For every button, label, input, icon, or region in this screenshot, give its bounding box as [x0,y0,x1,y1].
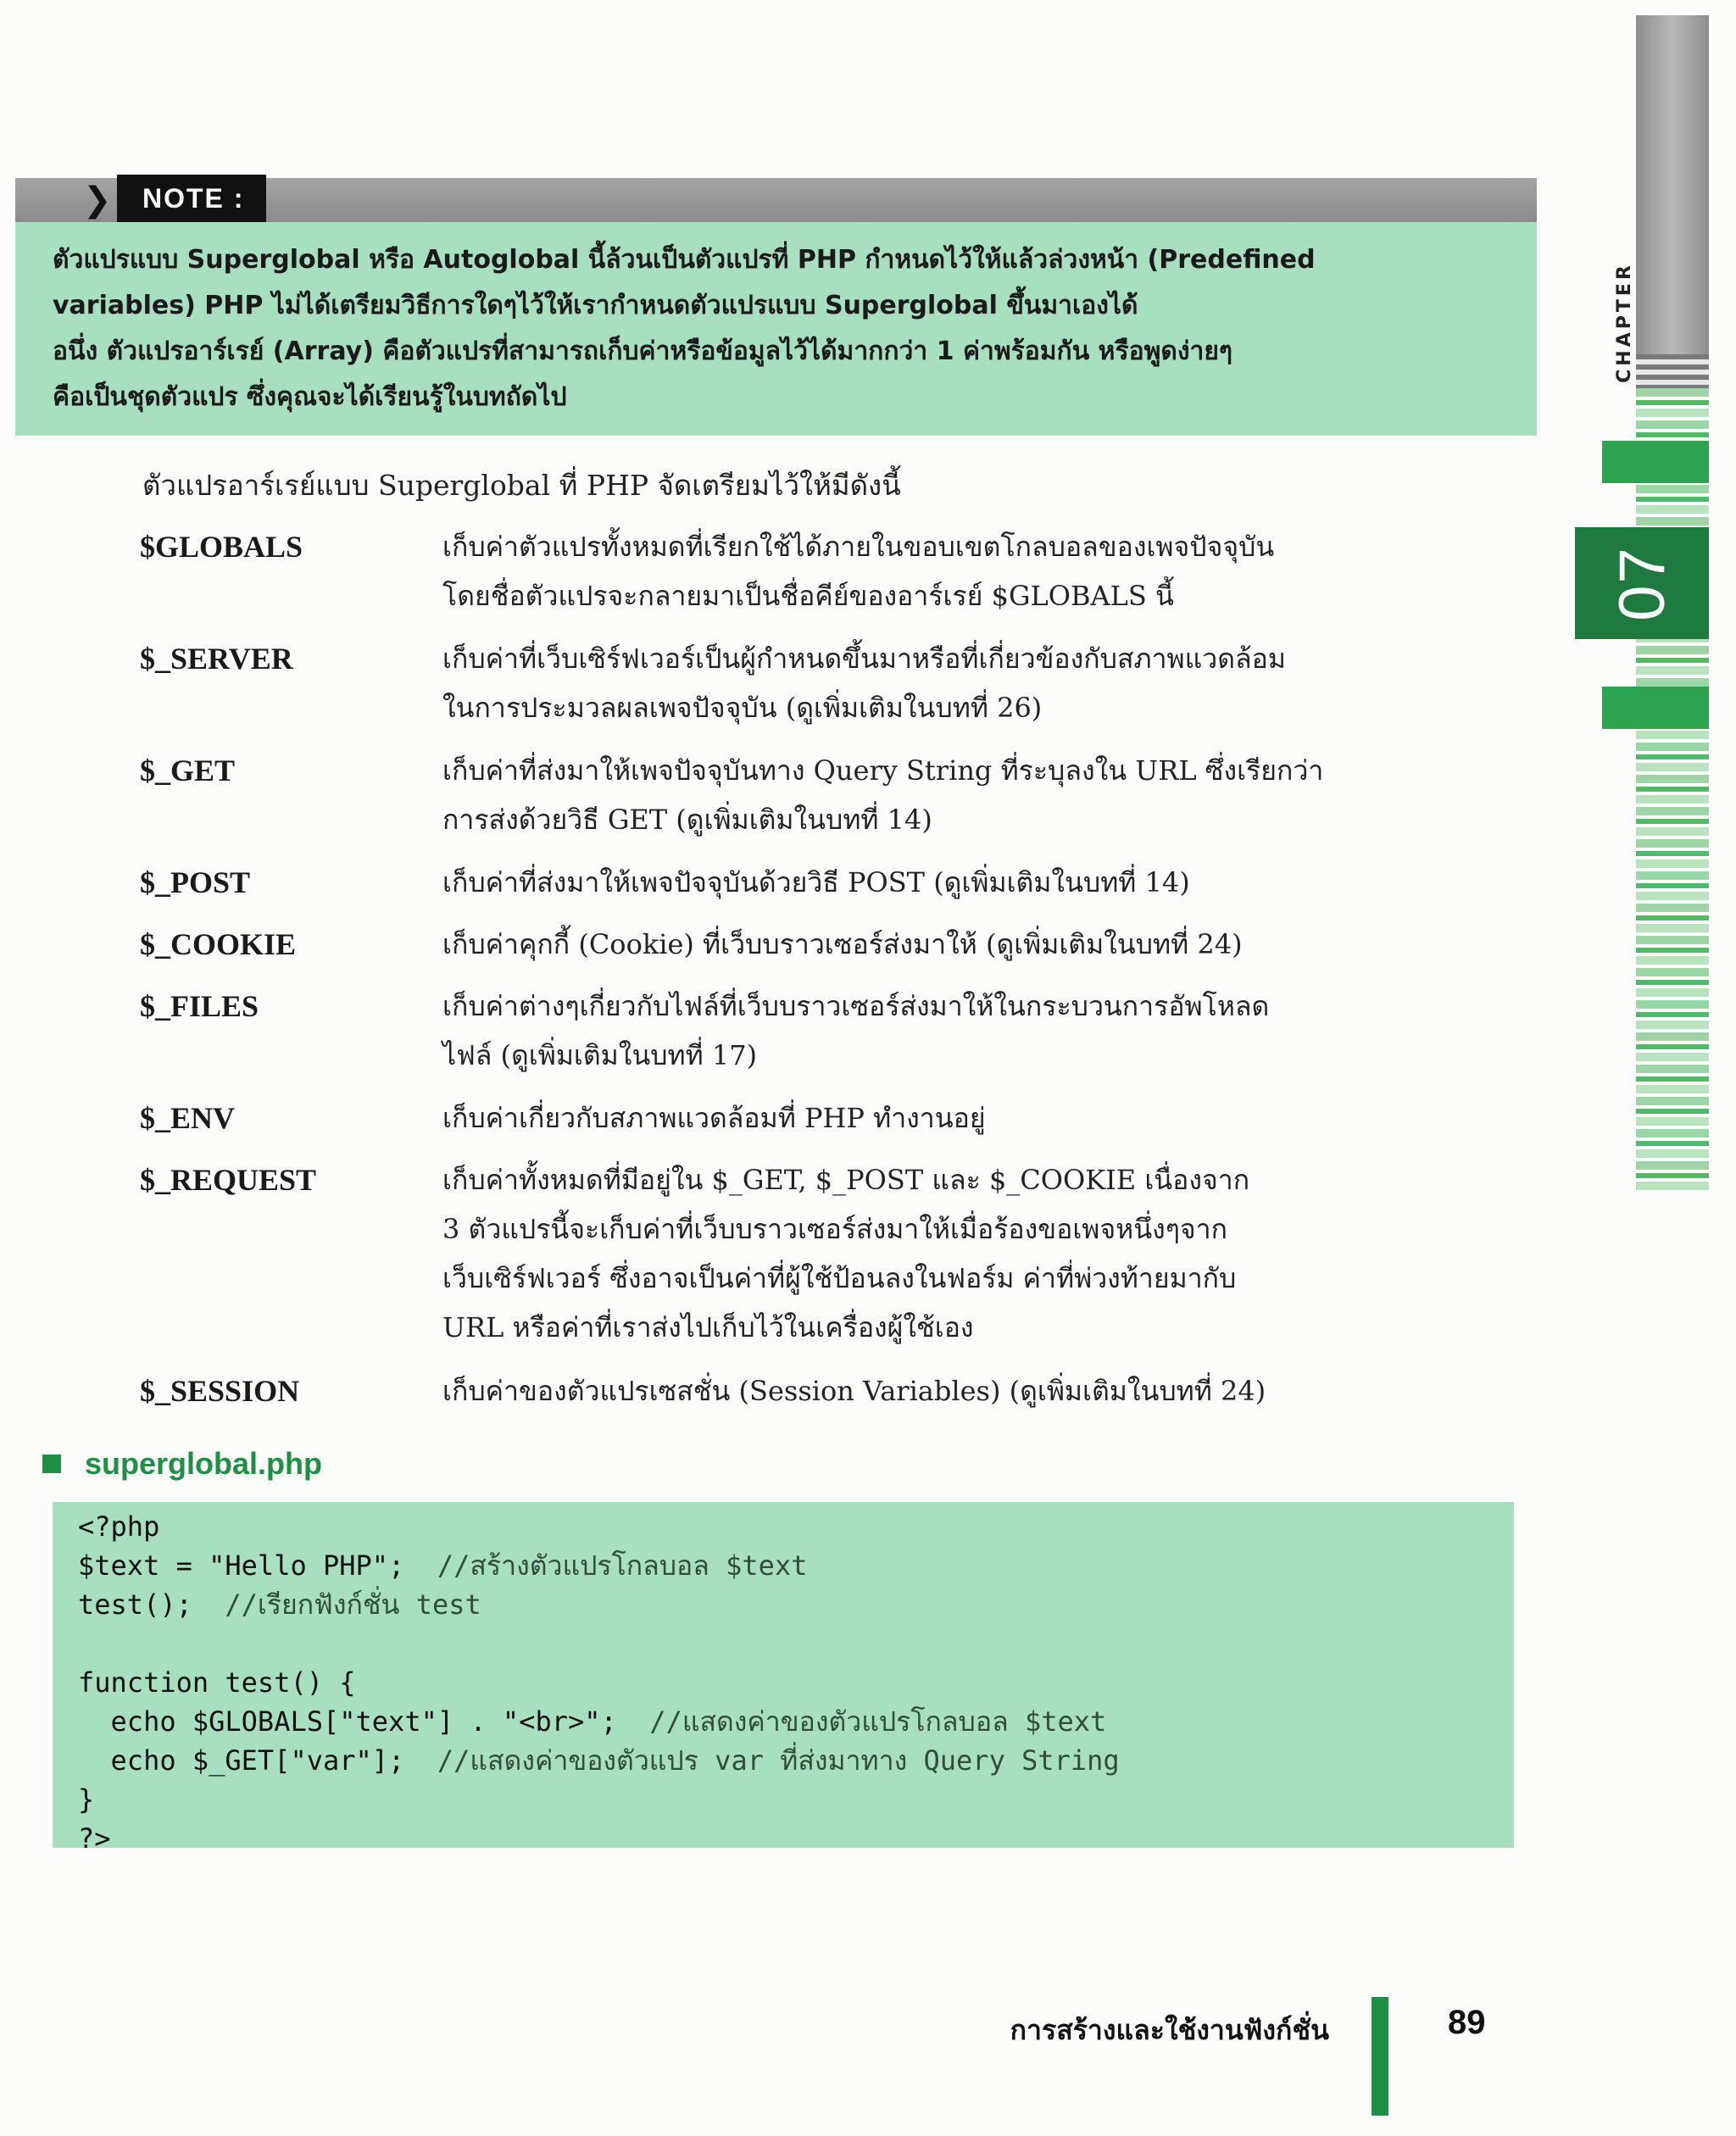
note-line: อนึ่ง ตัวแปรอาร์เรย์ (Array) คือตัวแปรที่สามารถเก็บค่าหรือข้อมูลไว้ได้มากกว่า 1 ค่าพร้อมกัน หรือพูดง่ายๆ [53,337,1233,366]
chapter-tab-green-block [1602,441,1709,483]
definition-term-files: $_FILES [140,989,259,1023]
definition-term-cookie: $_COOKIE [140,927,297,961]
definition-desc-request: เก็บค่าทั้งหมดที่มีอยู่ใน $_GET, $_POST และ $_COOKIE เนื่องจาก 3 ตัวแปรนี้จะเก็บค่าที่เว็บบราวเซอร์ส่งมาให้เมื่อร้องขอเพจหนึ่งๆจาก เว็บเซิร์ฟเวอร์ ซึ่งอาจเป็นค่าที่ผู้ใช้ป้อนลงในฟอร์ม ค่าที่พ่วงท้ายมากับ URL หรือค่าที่เราส่งไปเก็บไว้ในเครื่องผู้ใช้เอง [442,1164,1250,1343]
definition-term-post: $_POST [140,865,251,899]
code-line: test(); //เรียกฟังก์ชั่น test [78,1588,481,1621]
code-file-title [42,1446,322,1482]
code-line: function test() { [78,1666,356,1699]
code-filename: superglobal.php [85,1446,323,1481]
definition-desc-globals: เก็บค่าตัวแปรทั้งหมดที่เรียกใช้ได้ภายในขอบเขตโกลบอลของเพจปัจจุบัน โดยชื่อตัวแปรจะกลายมาเป็นชื่อคีย์ของอาร์เรย์ $GLOBALS นี้ [442,531,1275,612]
code-line: <?php [78,1510,160,1543]
code-line: $text = "Hello PHP"; //สร้างตัวแปรโกลบอล $text [78,1549,808,1582]
code-line [78,1624,1514,1663]
chapter-number: 07 [1605,545,1678,621]
note-line: variables) PHP ไม่ได้เตรียมวิธีการใดๆไว้ให้เรากำหนดตัวแปรแบบ Superglobal ขึ้นมาเองได้ [53,291,1138,320]
square-bullet-icon [42,1455,61,1473]
definition-term-request: $_REQUEST [140,1163,317,1197]
definition-desc-server: เก็บค่าที่เว็บเซิร์ฟเวอร์เป็นผู้กำหนดขึ้นมาหรือที่เกี่ยวข้องกับสภาพแวดล้อม ในการประมวลผลเพจปัจจุบัน (ดูเพิ่มเติมในบทที่ 26) [442,642,1286,724]
chapter-tab-green-block [1602,687,1709,729]
footer-chapter-title: การสร้างและใช้งานฟังก์ชั่น [1010,2014,1329,2046]
definition-desc-session: เก็บค่าของตัวแปรเซสชั่น (Session Variables) (ดูเพิ่มเติมในบทที่ 24) [442,1375,1266,1407]
definition-desc-files: เก็บค่าต่างๆเกี่ยวกับไฟล์ที่เว็บบราวเซอร์ส่งมาให้ในกระบวนการอัพโหลด ไฟล์ (ดูเพิ่มเติมในบทที่ 17) [442,990,1270,1071]
definition-term-session: $_SESSION [140,1374,300,1408]
note-tag: NOTE : [117,175,266,222]
code-line: ?> [78,1822,111,1855]
chapter-number-badge [1575,527,1709,639]
footer-divider-bar [1372,1997,1388,2116]
definition-term-server: $_SERVER [140,642,293,676]
definition-desc-post: เก็บค่าที่ส่งมาให้เพจปัจจุบันด้วยวิธี POST (ดูเพิ่มเติมในบทที่ 14) [442,866,1190,898]
code-line: echo $_GET["var"]; //แสดงค่าของตัวแปร var ที่ส่งมาทาง Query String [78,1744,1120,1777]
code-line: } [78,1783,95,1816]
note-body [15,222,1537,436]
double-chevron-right-icon: ❯ [83,181,112,220]
code-block [53,1502,1514,1855]
note-line: ตัวแปรแบบ Superglobal หรือ Autoglobal นี้ล้วนเป็นตัวแปรที่ PHP กำหนดไว้ให้แล้วล่วงหน้า (Predefined [53,245,1316,275]
chapter-tab-stripes [1636,388,1709,1193]
code-line: echo $GLOBALS["text"] . "<br>"; //แสดงค่าของตัวแปรโกลบอล $text [78,1705,1107,1738]
definition-term-globals: $GLOBALS [140,530,303,564]
note-line: คือเป็นชุดตัวแปร ซึ่งคุณจะได้เรียนรู้ในบทถัดไป [53,382,567,412]
intro-paragraph: ตัวแปรอาร์เรย์แบบ Superglobal ที่ PHP จัดเตรียมไว้ให้มีดังนี้ [142,469,901,502]
definition-desc-cookie: เก็บค่าคุกกี้ (Cookie) ที่เว็บบราวเซอร์ส่งมาให้ (ดูเพิ่มเติมในบทที่ 24) [442,928,1243,960]
chapter-label: CHAPTER [1613,261,1635,383]
page-number: 89 [1448,2004,1486,2041]
definition-desc-env: เก็บค่าเกี่ยวกับสภาพแวดล้อมที่ PHP ทำงานอยู่ [442,1102,986,1134]
definition-term-env: $_ENV [140,1101,236,1135]
definition-term-get: $_GET [140,754,236,787]
definition-desc-get: เก็บค่าที่ส่งมาให้เพจปัจจุบันทาง Query String ที่ระบุลงใน URL ซึ่งเรียกว่า การส่งด้วยวิธี GET (ดูเพิ่มเติมในบทที่ 14) [442,754,1324,836]
